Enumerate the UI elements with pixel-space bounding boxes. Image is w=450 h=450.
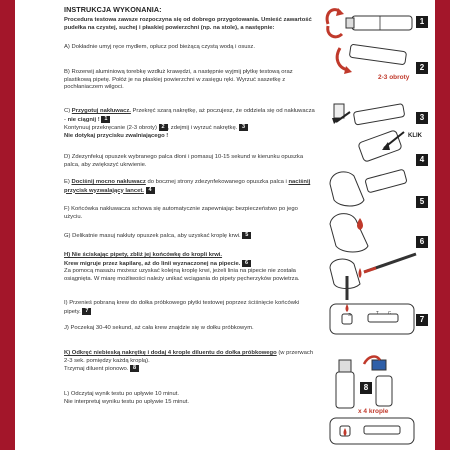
step-h-title: H) Nie ściskając pipety, zbliż jej końcówkę do kropli krwi. — [64, 252, 223, 258]
well-label-c: C — [388, 310, 392, 315]
rotations-label: 2-3 obroty — [378, 74, 410, 81]
step-c-warning-2: Nie dotykaj przycisku zwalniającego ! — [64, 132, 169, 139]
step-c-title: Przygotuj nakłuwacz. — [71, 108, 131, 114]
badge-6: 6 — [416, 236, 428, 248]
well-label-s: S — [348, 312, 352, 317]
lancet-twist-illustration — [327, 8, 412, 37]
badge-2: 2 — [416, 62, 428, 74]
step-k-text: (w przerwach 2-3 sek. pomiędzy każdą kroplą). — [64, 350, 314, 364]
step-a: A) Dokładnie umyj ręce mydłem, opłucz pod bieżącą czystą wodą i osusz. — [64, 44, 255, 50]
step-b: B) Rozerwij aluminiową torebkę wzdłuż krawędzi, a następnie wyjmij płytkę testową oraz plastikową pipetę. Połóż je na płaskiej powierzchni w zasięgu ręki. Wyrzuć saszetkę z pochłaniaczem wilgoci. — [64, 69, 293, 90]
step-j: J) Poczekaj 30-40 sekund, aż cała krew znajdzie się w dołku próbkowym. — [64, 325, 254, 331]
well-label-t: T — [376, 310, 379, 315]
step-h-text: Za pomocą masażu możesz uzyskać kolejną kroplę krwi, jeżeli linia na pipecie nie została osiągnięta. W miarę możliwości należy unikać wciągania do pipety pęcherzyków powietrza. — [64, 268, 300, 282]
step-k-underlined: K) Odkręć niebieską nakrętkę i dodaj 4 krople diluentu do dołka próbkowego — [64, 350, 277, 356]
step-c-prefix: C) — [64, 108, 72, 114]
rotations-illustration — [337, 44, 406, 74]
badge-8: 8 — [360, 382, 372, 394]
step-c-number-2: 2 — [159, 124, 168, 131]
badge-4: 4 — [416, 154, 428, 166]
intro-paragraph: Procedura testowa zawsze rozpoczyna się od dobrego przygotowania. Umieść zawartość pudełka na czystej, suchej i płaskiej powierzchni (np. na stole), a następnie: — [64, 17, 312, 31]
badge-5: 5 — [416, 196, 428, 208]
step-k — [64, 350, 317, 374]
step-k-text-2: Trzymaj diluent pionowo. — [64, 366, 129, 373]
illustrations-column — [320, 4, 432, 446]
step-c — [64, 108, 317, 140]
klik-illustration — [358, 130, 404, 162]
step-c-text: Przekręć szarą nakrętkę, aż poczujesz, że oddziela się od nakłuwacza - — [64, 108, 315, 123]
step-i-text: I) Przenieś pobraną krew do dołka próbkowego płytki testowej poprzez ściśnięcie końcówki pipety. — [64, 300, 300, 315]
step-e-number: 4 — [146, 187, 155, 194]
badge-7: 7 — [416, 314, 428, 326]
page-title: INSTRUKCJA WYKONANIA: — [64, 5, 162, 14]
step-h-number: 6 — [242, 260, 251, 267]
instruction-page — [15, 0, 435, 450]
diluent-illustration — [330, 357, 414, 444]
drops-label: x 4 krople — [358, 408, 389, 415]
step-i — [64, 300, 317, 316]
step-e-prefix: E) — [64, 179, 72, 185]
finger-drop-illustration — [330, 214, 368, 252]
pipette-finger-illustration — [330, 254, 416, 289]
remove-cap-illustration — [332, 104, 405, 125]
step-d: D) Zdezynfekuj opuszek wybranego palca dłoni i pomasuj 10-15 sekund w kierunku opuszka palca, aby zwiększyć ukrwienie. — [64, 154, 304, 168]
step-h-bold: Krew migruje przez kapilarę, aż do linii wyznaczonej na pipecie. — [64, 260, 241, 267]
step-e-underlined: Dociśnij mocno nakłuwacz — [71, 179, 146, 185]
step-g-number: 5 — [242, 232, 251, 239]
step-e-text: do bocznej strony zdezynfekowanego opuszka palca i — [145, 179, 289, 185]
klik-label: KLIK — [408, 133, 422, 139]
step-k-number: 8 — [130, 365, 139, 372]
step-f: F) Końcówka nakłuwacza schowa się automatycznie zapewniając bezpieczeństwo po jego użyciu. — [64, 206, 298, 220]
step-l: L) Odczytaj wynik testu po upływie 10 minut. Nie interpretuj wyniku testu po upływie 15 minut. — [64, 391, 190, 405]
step-c-text-2: Kontynuuj przekręcanie (2-3 obroty) — [64, 125, 157, 132]
step-e-underlined-2: naciśnij przycisk wyzwalający lancet. — [64, 179, 311, 194]
badge-1: 1 — [416, 16, 428, 28]
step-c-number-3: 3 — [239, 124, 248, 131]
step-c-warning: nie ciągnij ! — [67, 116, 100, 123]
step-e — [64, 179, 317, 195]
step-c-number-1: 1 — [101, 116, 110, 123]
step-g — [64, 232, 317, 241]
step-h — [64, 252, 317, 283]
step-i-number: 7 — [82, 308, 91, 315]
badge-3: 3 — [416, 112, 428, 124]
step-c-text-3: , zdejmij i wyrzuć nakrętkę. — [167, 125, 238, 132]
step-g-text: G) Delikatnie masuj nakłuty opuszek palca, aby uzyskać kroplę krwi. — [64, 233, 241, 240]
finger-lancet-illustration — [330, 169, 407, 206]
